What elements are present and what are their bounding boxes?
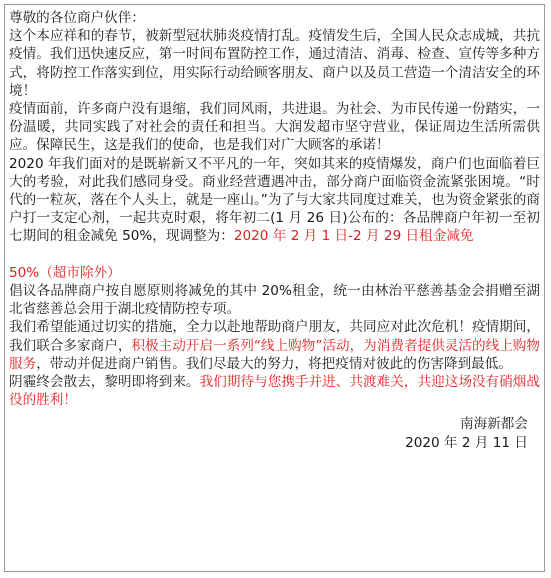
- rent-relief-rate: 50%（超市除外）: [9, 264, 121, 281]
- online-shopping-text-1: 我们希望能通过切实的措施，全力以赴地帮助商户朋友，共同应对此次危机！疫情期间，我们联合多家商户，: [9, 319, 540, 354]
- paragraph-closing: [9, 373, 540, 409]
- online-shopping-text-2: ，带动并促进商户销售。我们尽最大的努力，将把疫情对彼此的伤害降到最低。: [36, 355, 512, 372]
- paragraph-commitment: 疫情面前，许多商户没有退缩，我们同风雨，共进退。为社会、为市民传递一份踏实，一份温暖，共同实践了对社会的责任和担当。大润发超市坚守营业，保证周边生活所需供应。保障民生，这是我们的使命，也是我们对广大顾客的承诺！: [9, 101, 540, 154]
- paragraph-donation-initiative: 倡议各品牌商户按自愿原则将减免的其中 20%租金，统一由林治平慈善基金会捐赠至湖北省慈善总会用于湖北疫情防控专项。: [9, 283, 540, 318]
- greeting: 尊敬的各位商户伙伴：: [9, 10, 145, 26]
- rent-relief-period: 2020 年 2 月 1 日-2 月 29 日租金减免: [233, 228, 474, 245]
- closing-text: 阴霾终会散去，黎明即将到来。: [9, 374, 200, 391]
- paragraph-epidemic-response: 这个本应祥和的春节，被新型冠状肺炎疫情打乱。疫情发生后，全国人民众志成城，共抗疫情。我们迅快速反应，第一时间布置防控工作，通过清洁、消毒、检查、宣传等多种方式，将防控工作落实到位，用实际行动给顾客朋友、商户以及员工营造一个清洁安全的环境！: [9, 28, 540, 99]
- paragraph-online-shopping: [9, 318, 540, 373]
- paragraph-rent-relief: [9, 155, 540, 246]
- signature-block: [9, 415, 540, 453]
- spacer: [9, 246, 540, 264]
- online-shopping-highlight: 积极主动开启一系列“线上购物”活动，为消费者提供灵活的线上购物服务: [9, 337, 541, 372]
- rent-relief-text: 2020 年我们面对的是既崭新又不平凡的一年，突如其来的疫情爆发，商户们也面临着巨大的考验，对此我们感同身受。商业经营遭遇冲击，部分商户面临资金流紧张困境。“时代的一粒灰，落在个人头上，就是一座山。”为了与大家共同度过难关，也为资金紧张的商户打一支定心剂，一起共克时艰，将年初二(1 月 26 日)公布的：各品牌商户年初一至初七期间的租金减免 50%，现调整为：: [9, 155, 540, 245]
- notice-letter: [4, 4, 545, 572]
- signature-name: 南海新都会: [460, 416, 528, 433]
- closing-highlight: 我们期待与您携手并进、共渡难关，共迎这场没有硝烟战役的胜利！: [9, 374, 540, 409]
- signature-date: 2020 年 2 月 11 日: [405, 435, 528, 452]
